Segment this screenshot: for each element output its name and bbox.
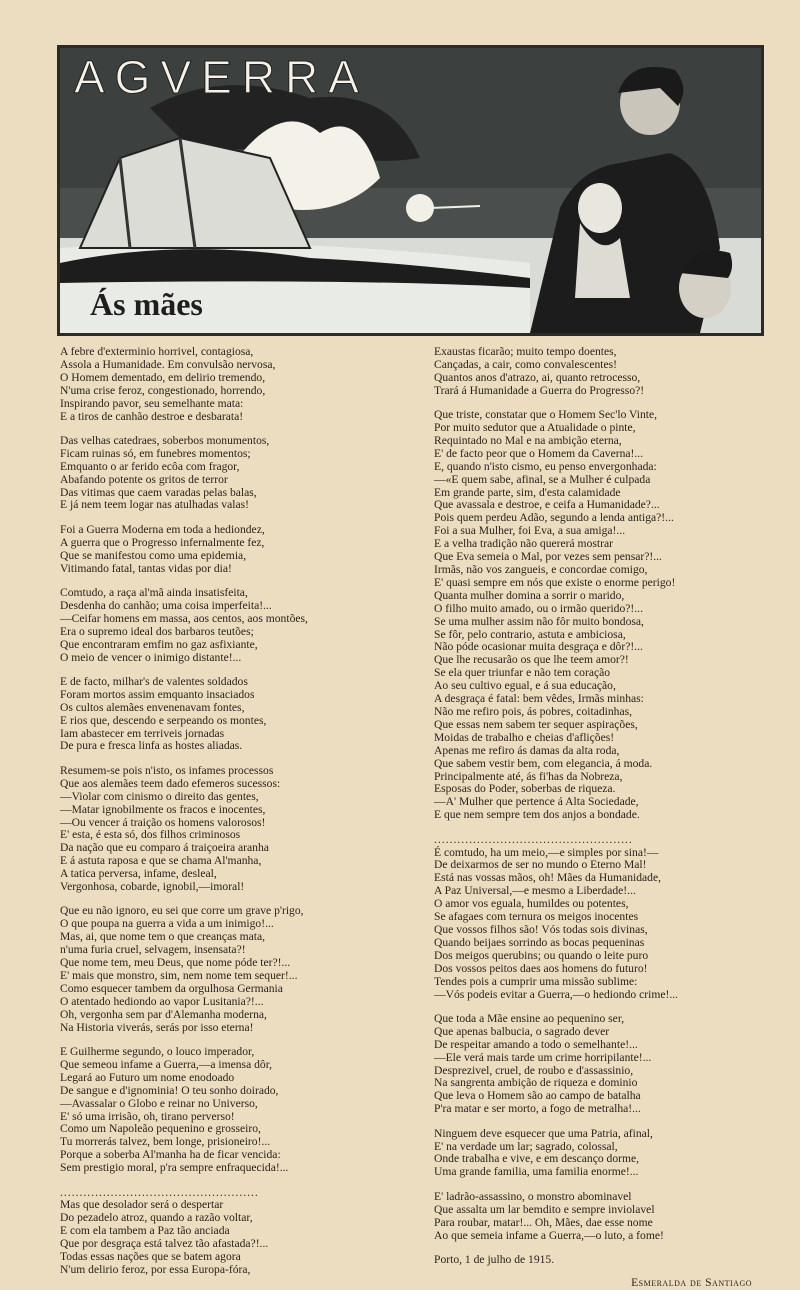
poem-line: Que encontraram emfim no gaz asfixiante, bbox=[60, 637, 258, 651]
stanza bbox=[434, 1013, 776, 1116]
poem-line: —Violar com cinismo o direito das gentes, bbox=[60, 789, 259, 803]
stanza bbox=[60, 1046, 405, 1175]
poem-line: —«E quem sabe, afinal, se a Mulher é culpada bbox=[434, 472, 651, 486]
poem-line: Emquanto o ar ferido ecôa com fragor, bbox=[60, 459, 240, 473]
stanza bbox=[60, 1199, 405, 1276]
poem-line: E' mais que monstro, sim, nem nome tem sequer!... bbox=[60, 968, 298, 982]
poem-line: n'uma furia cruel, selvagem, insensata?! bbox=[60, 943, 246, 957]
poem-left-column bbox=[60, 346, 405, 1288]
stanza bbox=[60, 676, 405, 753]
poem-line: É comtudo, ha um meio,—e simples por sina!— bbox=[434, 845, 659, 859]
poem-line: De deixarmos de ser no mundo o Eterno Mal! bbox=[434, 858, 647, 872]
poem-line: E de facto, milhar's de valentes soldados bbox=[60, 674, 248, 688]
dotted-separator: ................................................... bbox=[434, 833, 633, 846]
poem-line: Exaustas ficarão; muito tempo doentes, bbox=[434, 345, 617, 358]
poem-line: E' de facto peor que o Homem da Caverna!... bbox=[434, 446, 644, 460]
poem-line: Mas que desolador será o despertar bbox=[60, 1198, 224, 1212]
poem-line: Na Historia viverás, serás por isso eterna! bbox=[60, 1020, 254, 1034]
poem-line: Que apenas balbucia, o sagrado dever bbox=[434, 1024, 610, 1038]
poem-line: Em grande parte, sim, d'esta calamidade bbox=[434, 485, 621, 499]
poem-line: Se fôr, pelo contrario, astuta e ambiciosa, bbox=[434, 627, 626, 641]
poem-line: E, quando n'isto cismo, eu penso envergonhada: bbox=[434, 459, 657, 473]
poem-line: E rios que, descendo e serpeando os montes, bbox=[60, 713, 267, 727]
poem-line: O filho muito amado, ou o irmão querido?!... bbox=[434, 601, 643, 615]
header-subtitle: Ás mães bbox=[90, 286, 203, 322]
poem-line: —Ele verá mais tarde um crime horripilante!... bbox=[434, 1050, 652, 1064]
poem-line: Das velhas catedraes, soberbos monumentos, bbox=[60, 433, 270, 447]
poem-line: A febre d'exterminio horrivel, contagiosa, bbox=[60, 345, 254, 358]
poem-line: Trará á Humanidade a Guerra do Progresso?! bbox=[434, 383, 645, 397]
poem-line: E com ela tambem a Paz tão anciada bbox=[60, 1224, 230, 1238]
poem-line: Quantos anos d'atrazo, ai, quanto retrocesso, bbox=[434, 370, 641, 384]
stanza bbox=[60, 435, 405, 512]
poem-line: Uma grande familia, uma familia enorme!... bbox=[434, 1165, 639, 1179]
dotted-separator: ................................................... bbox=[60, 1186, 259, 1199]
poem-line: Que assalta um lar bemdito e sempre inviolavel bbox=[434, 1202, 655, 1216]
poem-line: Que essas nem sabem ter sequer aspirações, bbox=[434, 717, 638, 731]
poem-line: Que Eva semeia o Mal, por vezes sem pensar?!... bbox=[434, 550, 662, 564]
poem-line: Comtudo, a raça al'mã ainda insatisfeita, bbox=[60, 586, 248, 599]
poem-line: De pura e fresca linfa as hostes aliadas. bbox=[60, 739, 243, 753]
poem-line: E já nem teem logar nas atulhadas valas! bbox=[60, 498, 249, 512]
poem-line: Foi a Guerra Moderna em toda a hediondez, bbox=[60, 522, 265, 536]
poem-line: Do pezadelo atroz, quando a razão voltar, bbox=[60, 1211, 253, 1225]
poem-line: Que avassala e destroe, e ceifa a Humanidade?... bbox=[434, 498, 660, 512]
poem-line: E á astuta raposa e que se chama Al'manha, bbox=[60, 854, 262, 868]
poem-line: —Ou vencer á traição os homens valorosos! bbox=[60, 815, 266, 829]
header-title: AGVERRA bbox=[74, 51, 369, 103]
poem-line: E a velha tradição não quererá mostrar bbox=[434, 537, 613, 551]
poem-line: E a tiros de canhão destroe e desbarata! bbox=[60, 409, 244, 423]
poem-line: O Homem dementado, em delirio tremendo, bbox=[60, 370, 266, 384]
poem-line: Dos meigos querubins; ou quando o leite puro bbox=[434, 948, 649, 962]
stanza bbox=[434, 346, 776, 398]
poem-line: Foi a sua Mulher, foi Eva, a sua amiga!... bbox=[434, 524, 626, 538]
poem-line: Se uma mulher assim não fôr muito bondosa, bbox=[434, 614, 644, 628]
poem-line: De respeitar amando a todo o semelhante!... bbox=[434, 1037, 638, 1051]
poem-line: Desdenha do canhão; uma coisa imperfeita!... bbox=[60, 598, 272, 612]
poem-line: E que nem sempre tem dos anjos a bondade. bbox=[434, 808, 640, 822]
poem-line: Pois quem perdeu Adão, segundo a lenda antiga?!... bbox=[434, 511, 674, 525]
poem-line: Vergonhosa, cobarde, ignobil,—imoral! bbox=[60, 880, 245, 894]
poem-line: Vitimando fatal, tantas vidas por dia! bbox=[60, 561, 232, 575]
poem-line: Abafando potente os gritos de terror bbox=[60, 472, 228, 486]
poem-line: Requintado no Mal e na ambição eterna, bbox=[434, 433, 622, 447]
poem-line: E' esta, é esta só, dos filhos criminosos bbox=[60, 828, 241, 842]
poem-line: Que triste, constatar que o Homem Sec'lo Vinte, bbox=[434, 408, 658, 422]
poem-line: Que nome tem, meu Deus, que nome póde ter?!... bbox=[60, 956, 291, 970]
poem-line: Na sangrenta ambição de riqueza e dominio bbox=[434, 1076, 638, 1090]
poem-line: Mas, ai, que nome tem o que creanças mata, bbox=[60, 930, 266, 944]
poem-line: Ao que semeia infame a Guerra,—o luto, a fome! bbox=[434, 1228, 664, 1242]
poem-line: E' ladrão-assassino, o monstro abominavel bbox=[434, 1189, 632, 1203]
poem-line: —Ceifar homens em massa, aos centos, aos montões, bbox=[60, 611, 308, 625]
poem-line: —A' Mulher que pertence á Alta Sociedade, bbox=[434, 795, 639, 809]
poem-line: Quanta mulher domina a sorrir o marido, bbox=[434, 588, 625, 602]
poem-line: Ao seu cultivo egual, e á sua educação, bbox=[434, 679, 616, 693]
poem-line: Onde trabalha e vive, e em descanço dorme, bbox=[434, 1152, 640, 1166]
poem-line: Que se manifestou como uma epidemia, bbox=[60, 548, 247, 562]
poem-line: Resumem-se pois n'isto, os infames processos bbox=[60, 763, 274, 777]
poem-line: E' na verdade um lar; sagrado, colossal, bbox=[434, 1139, 618, 1153]
stanza bbox=[434, 1191, 776, 1243]
poem-line: Não me refiro pois, ás pobres, coitadinhas, bbox=[434, 704, 633, 718]
poem-line: —Vós podeis evitar a Guerra,—o hediondo crime!... bbox=[434, 987, 679, 1001]
poem-line: Porque a soberba Al'manha ha de ficar vencida: bbox=[60, 1148, 281, 1162]
poem-line: O meio de vencer o inimigo distante!... bbox=[60, 650, 242, 664]
poem-line: Sem prestigio moral, p'ra sempre enfraquecida!... bbox=[60, 1161, 289, 1175]
stanza bbox=[434, 1128, 776, 1180]
poem-line: E Guilherme segundo, o louco imperador, bbox=[60, 1045, 255, 1058]
poem-line: Está nas vossas mãos, oh! Mães da Humanidade, bbox=[434, 871, 661, 885]
poem-line: Legará ao Futuro um nome enodoado bbox=[60, 1070, 235, 1084]
poem-line: Apenas me refiro ás damas da alta roda, bbox=[434, 743, 620, 757]
poem-line: De sangue e d'ignominia! O teu sonho doirado, bbox=[60, 1083, 279, 1097]
stanza bbox=[434, 409, 776, 822]
poem-line: —Avassalar o Globo e reinar no Universo, bbox=[60, 1096, 258, 1110]
poem-line: Era o supremo ideal dos barbaros teutões; bbox=[60, 624, 254, 638]
poem-line: N'um delirio feroz, por essa Europa-fóra, bbox=[60, 1263, 251, 1276]
poem-line: Irmãs, não vos zangueis, e concordae comigo, bbox=[434, 563, 648, 576]
poem-line: Que aos alemães teem dado efemeros sucessos: bbox=[60, 776, 281, 790]
header-illustration bbox=[57, 45, 764, 336]
poem-line: O amor vos eguala, humildes ou potentes, bbox=[434, 897, 629, 911]
poem-line: Dos vossos peitos daes aos homens do futuro! bbox=[434, 961, 648, 975]
poem-line: A tatica perversa, infame, desleal, bbox=[60, 867, 217, 881]
poem-line: Quando beijaes sorrindo as bocas pequeninas bbox=[434, 935, 645, 949]
poem-line: Que por desgraça está talvez tão afastada?!... bbox=[60, 1237, 269, 1251]
poem-line: Como esquecer tambem da orgulhosa Germania bbox=[60, 981, 283, 995]
poem-line: —Matar ignobilmente os fracos e inocentes, bbox=[60, 802, 266, 816]
stanza bbox=[60, 905, 405, 1034]
poem-line: Da nação que eu comparo á traiçoeira aranha bbox=[60, 841, 269, 855]
stanza bbox=[60, 587, 405, 664]
stanza bbox=[60, 346, 405, 423]
poem-line: Os cultos alemães envenenavam fontes, bbox=[60, 700, 245, 714]
poem-line: Se ela quer triunfar e não tem coração bbox=[434, 666, 611, 680]
poem-line: Para roubar, matar!... Oh, Mães, dae esse nome bbox=[434, 1215, 653, 1229]
poem-line: E' quasi sempre em nós que existe o enorme perigo! bbox=[434, 575, 676, 589]
poem-line: Iam abastecer em terriveis jornadas bbox=[60, 726, 225, 740]
poem-line: Ficam ruinas só, em funebres momentos; bbox=[60, 446, 251, 460]
poem-line: Que sabem vestir bem, com elegancia, á moda. bbox=[434, 756, 653, 770]
poem-line: Das vitimas que caem varadas pelas balas, bbox=[60, 485, 257, 499]
poem-line: Que eu não ignoro, eu sei que corre um grave p'rigo, bbox=[60, 904, 304, 918]
poem-line: Todas essas nações que se batem agora bbox=[60, 1250, 241, 1264]
poem-line: P'ra matar e ser morto, a fogo de metralha!... bbox=[434, 1102, 641, 1116]
poem-right-column bbox=[434, 346, 776, 1290]
poem-line: Principalmente até, ás fi'has da Nobreza, bbox=[434, 769, 623, 783]
poem-line: Cançadas, a cair, como convalescentes! bbox=[434, 357, 618, 371]
poem-line: O que poupa na guerra a vida a um inimigo!... bbox=[60, 917, 274, 931]
poem-line: Que leva o Homem são ao campo de batalha bbox=[434, 1089, 641, 1103]
poem-line: A desgraça é fatal: bem vêdes, Irmãs minhas: bbox=[434, 692, 644, 706]
stanza bbox=[60, 524, 405, 576]
poem-line: Ninguem deve esquecer que uma Patria, afinal, bbox=[434, 1126, 653, 1140]
poem-line: Que toda a Mãe ensine ao pequenino ser, bbox=[434, 1011, 625, 1025]
poem-line: Assola a Humanidade. Em convulsão nervosa, bbox=[60, 357, 276, 371]
poem-line: Moidas de trabalho e cheias d'aflições! bbox=[434, 730, 615, 744]
poem-line: Tendes pois a cumprir uma missão sublime: bbox=[434, 974, 638, 988]
poem-line: Oh, vergonha sem par d'Alemanha moderna, bbox=[60, 1007, 267, 1021]
poem-line: Inspirando pavor, seu semelhante mata: bbox=[60, 396, 244, 410]
poem-line: Tu morrerás talvez, bem longe, prisioneiro!... bbox=[60, 1135, 271, 1149]
poem-line: Que vossos filhos são! Vós todas sois divinas, bbox=[434, 922, 648, 936]
poem-line: Que lhe recusarão os que lhe teem amor?! bbox=[434, 653, 629, 667]
poem-line: Desprezivel, cruel, de roubo e d'assassinio, bbox=[434, 1063, 634, 1077]
poem-line: O atentado hediondo ao vapor Lusitania?!... bbox=[60, 994, 264, 1008]
poem-line: A Paz Universal,—e mesmo a Liberdade!... bbox=[434, 884, 636, 898]
poem-line: N'uma crise feroz, congestionado, horrendo, bbox=[60, 383, 266, 397]
stanza bbox=[434, 847, 776, 1002]
place-date: Porto, 1 de julho de 1915. bbox=[434, 1252, 555, 1266]
poem-line: Como um Napoleão pequenino e grosseiro, bbox=[60, 1122, 261, 1136]
poem-line: A guerra que o Progresso infernalmente fez, bbox=[60, 535, 265, 549]
author-signature: Esmeralda de Santiago bbox=[631, 1275, 752, 1289]
poem-line: E' só uma irrisão, oh, tirano perverso! bbox=[60, 1109, 235, 1123]
poem-line: Se afagaes com ternura os meigos inocentes bbox=[434, 910, 639, 924]
poem-line: Foram mortos assim emquanto insaciados bbox=[60, 687, 255, 701]
poem-line: Por muito sedutor que a Atualidade o pinte, bbox=[434, 421, 636, 435]
poem-line: Que semeou infame a Guerra,—a imensa dôr, bbox=[60, 1057, 273, 1071]
poem-line: Não póde ocasionar muita desgraça e dôr?!... bbox=[434, 640, 643, 654]
stanza bbox=[60, 765, 405, 894]
poem-line: Esposas do Poder, soberbas de riqueza. bbox=[434, 782, 616, 796]
